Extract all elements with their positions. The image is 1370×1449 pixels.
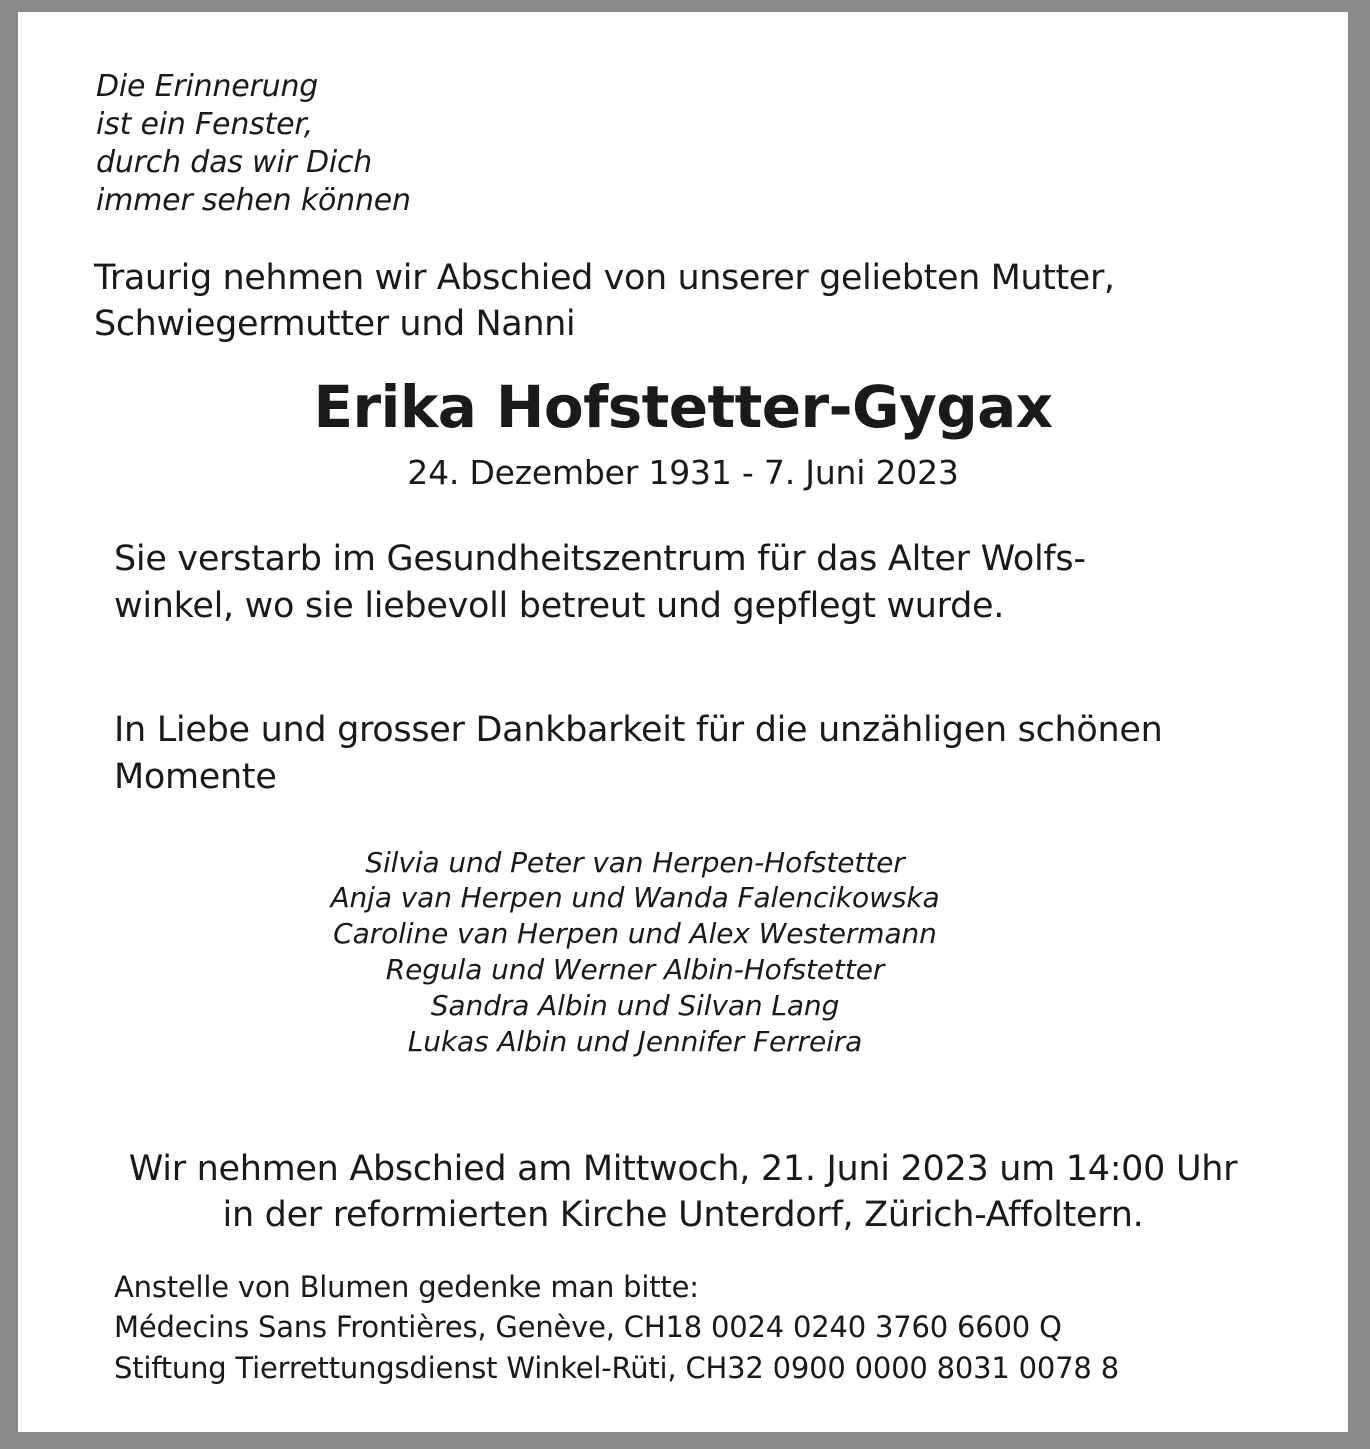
poem-line: ist ein Fenster, bbox=[96, 107, 314, 143]
poem-line: immer sehen können bbox=[96, 183, 411, 219]
donations-heading: Anstelle von Blumen gedenke man bitte: bbox=[114, 1269, 699, 1304]
survivor-entry: Silvia und Peter van Herpen-Hofstetter bbox=[365, 845, 905, 879]
survivor-entry: Regula und Werner Albin-Hofstetter bbox=[385, 953, 885, 987]
donations-section bbox=[18, 1239, 1348, 1389]
donation-entry: Stiftung Tierrettungsdienst Winkel-Rüti, CH32 0900 0000 8031 0078 8 bbox=[114, 1350, 1119, 1385]
passing-text bbox=[18, 492, 1348, 629]
passing-line: Sie verstarb im Gesundheitszentrum für das Alter Wolfs- bbox=[114, 539, 1086, 580]
obituary-card bbox=[18, 12, 1348, 1432]
memorial-poem bbox=[18, 56, 1348, 220]
survivor-entry: Caroline van Herpen und Alex Westermann bbox=[333, 917, 937, 951]
funeral-line: Wir nehmen Abschied am Mittwoch, 21. Juni 2023 um 14:00 Uhr bbox=[128, 1148, 1238, 1189]
intro-text: Traurig nehmen wir Abschied von unserer geliebten Mutter, Schwiegermutter und Nanni bbox=[94, 258, 1115, 344]
life-dates: 24. Dezember 1931 - 7. Juni 2023 bbox=[407, 453, 959, 493]
poem-line: durch das wir Dich bbox=[96, 145, 373, 181]
survivor-entry: Sandra Albin und Silvan Lang bbox=[430, 988, 840, 1022]
survivors-list bbox=[18, 801, 1348, 1060]
funeral-details bbox=[18, 1060, 1348, 1239]
survivor-entry: Anja van Herpen und Wanda Falencikowska bbox=[330, 881, 940, 915]
passing-line: winkel, wo sie liebevoll betreut und gepflegt wurde. bbox=[114, 585, 1005, 626]
deceased-name: Erika Hofstetter-Gygax bbox=[313, 373, 1053, 442]
poem-line: Die Erinnerung bbox=[96, 69, 319, 104]
donation-entry: Médecins Sans Frontières, Genève, CH18 0024 0240 3760 6600 Q bbox=[114, 1310, 1062, 1345]
obituary-content bbox=[18, 56, 1348, 1432]
gratitude-text: In Liebe und grosser Dankbarkeit für die unzähligen schönen Momente bbox=[114, 710, 1163, 798]
funeral-line: in der reformierten Kirche Unterdorf, Zürich-Affoltern. bbox=[222, 1195, 1144, 1236]
survivor-entry: Lukas Albin und Jennifer Ferreira bbox=[407, 1024, 863, 1058]
